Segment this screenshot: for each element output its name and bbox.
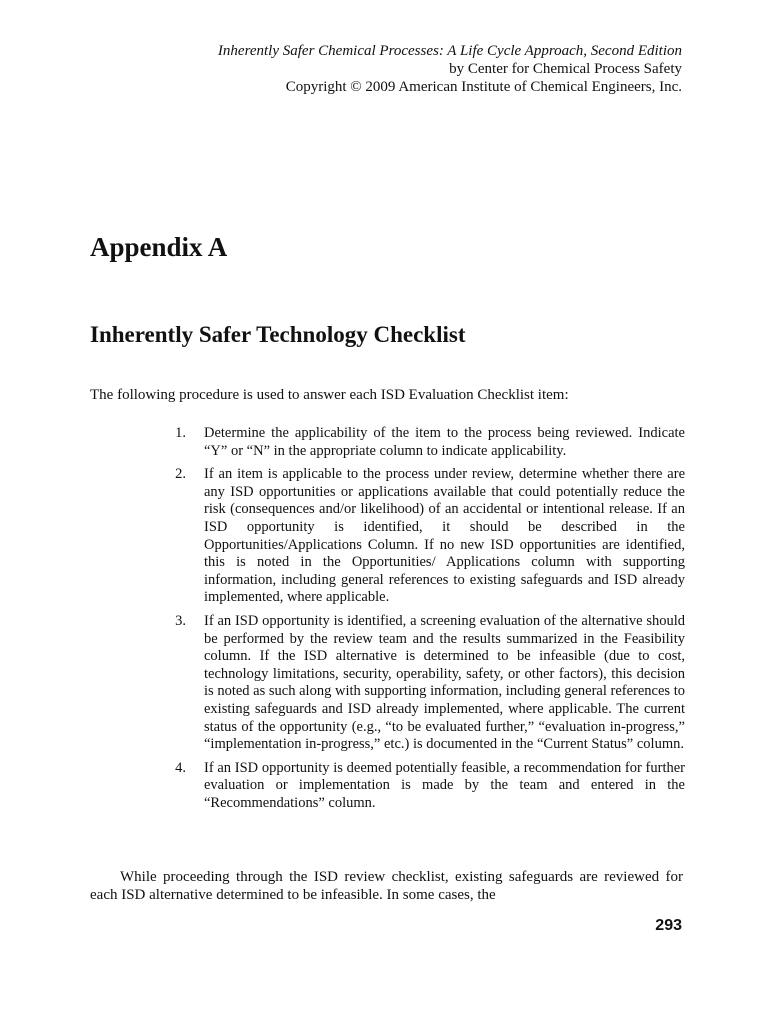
step-number: 1. xyxy=(175,425,186,441)
appendix-title: Appendix A xyxy=(90,232,228,262)
procedure-step-2 xyxy=(90,466,685,607)
step-number: 4. xyxy=(175,759,186,776)
closing-paragraph: While proceeding through the ISD review checklist, existing safeguards are reviewed for each ISD alternative determined to be infeasible. In some cases, the xyxy=(90,869,683,903)
procedure-step-3 xyxy=(90,613,685,754)
page-header xyxy=(218,42,682,96)
step-text: Determine the applicability of the item to the process being reviewed. Indicate “Y” or “N” in the appropriate column to indicate applicability. xyxy=(204,425,685,459)
procedure-steps xyxy=(90,425,685,818)
step-text: If an item is applicable to the process under review, determine whether there are any ISD opportunities or applications available that could potentially reduce the risk (consequences and/or likelihood) of an accidental or intentional release. If an ISD opportunity is identified, it should be described in the Opportunities/Applications Column. If no new ISD opportunities are identified, this is noted in the Opportunities/ Applications column with supporting information, including general references to existing safeguards and ISD already implemented, where applicable. xyxy=(204,466,685,606)
procedure-step-4 xyxy=(90,760,685,813)
step-number: 2. xyxy=(175,466,186,483)
copyright-line: Copyright © 2009 American Institute of Chemical Engineers, Inc. xyxy=(285,79,682,95)
section-title: Inherently Safer Technology Checklist xyxy=(90,322,466,347)
book-title: Inherently Safer Chemical Processes: A Life Cycle Approach, Second Edition xyxy=(217,43,682,59)
intro-paragraph: The following procedure is used to answer each ISD Evaluation Checklist item: xyxy=(90,387,569,403)
step-number: 3. xyxy=(175,612,186,629)
step-text: If an ISD opportunity is identified, a screening evaluation of the alternative should be performed by the review team and the results summarized in the Feasibility column. If the ISD alternative is determined to be infeasible (due to cost, technology limitations, security, operability, safety, or other factors), this decision is noted as such along with supporting information, including general references to existing safeguards and ISD already implemented, where applicable. The current status of the opportunity (e.g., “to be evaluated further,” “evaluation in-progress,” “implementation in-progress,” etc.) is documented in the “Current Status” column. xyxy=(204,612,685,753)
book-author: by Center for Chemical Process Safety xyxy=(449,61,682,77)
page-number: 293 xyxy=(655,917,682,934)
procedure-step-1 xyxy=(90,425,685,460)
step-text: If an ISD opportunity is deemed potentially feasible, a recommendation for further evaluation or implementation is made by the team and entered in the “Recommendations” column. xyxy=(204,759,685,811)
